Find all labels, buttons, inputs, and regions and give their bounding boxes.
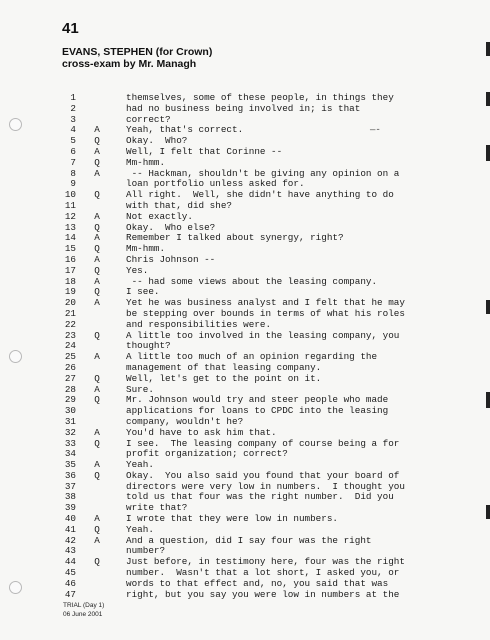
line-text: Yeah, that's correct.	[126, 124, 244, 136]
speaker-marker: A	[94, 210, 100, 222]
binder-hole	[9, 350, 22, 363]
transcript-lines	[58, 93, 478, 600]
witness-name: EVANS, STEPHEN (for Crown)	[62, 46, 213, 58]
line-number: 23	[64, 329, 76, 341]
line-text: A little too much of an opinion regarding the	[126, 351, 378, 363]
page-number: 41	[62, 20, 79, 37]
speaker-marker: Q	[94, 556, 100, 568]
line-number: 38	[64, 491, 76, 503]
line-text: number?	[126, 545, 166, 557]
line-number: 33	[64, 437, 76, 449]
speaker-marker: Q	[94, 243, 100, 255]
speaker-marker: A	[94, 167, 100, 179]
line-text: themselves, some of these people, in things they	[126, 92, 394, 103]
transcript-line	[58, 320, 478, 331]
transcript-line	[58, 374, 478, 385]
line-number: 47	[64, 588, 76, 600]
transcript-line	[58, 104, 478, 115]
line-text: Remember I talked about synergy, right?	[126, 232, 344, 244]
line-text: Well, I felt that Corinne --	[126, 145, 283, 157]
speaker-marker: A	[94, 383, 100, 395]
line-number: 19	[64, 286, 76, 298]
speaker-marker: A	[94, 513, 100, 525]
line-text: All right. Well, she didn't have anything to do	[126, 189, 394, 201]
line-text: Mr. Johnson would try and steer people who made	[126, 394, 389, 406]
line-number: 35	[64, 459, 76, 471]
line-text: Chris Johnson --	[126, 253, 216, 265]
line-text: I see. The leasing company of course being a for	[126, 437, 400, 449]
line-text: Okay. Who?	[126, 135, 188, 147]
line-number: 20	[64, 297, 76, 309]
speaker-marker: Q	[94, 135, 100, 147]
line-text: Well, let's get to the point on it.	[126, 372, 322, 384]
transcript-line	[58, 590, 478, 601]
line-number: 24	[64, 340, 76, 352]
speaker-marker: A	[94, 351, 100, 363]
line-text: correct?	[126, 113, 171, 125]
transcript-line	[58, 492, 478, 503]
line-number: 7	[70, 156, 76, 168]
transcript-line	[58, 331, 478, 342]
speaker-marker: A	[94, 232, 100, 244]
line-text: I wrote that they were low in numbers.	[126, 513, 339, 525]
line-number: 6	[70, 145, 76, 157]
line-text: Yes.	[126, 264, 149, 276]
line-number: 29	[64, 394, 76, 406]
line-number: 31	[64, 415, 76, 427]
speaker-marker: Q	[94, 372, 100, 384]
speaker-marker: A	[94, 534, 100, 546]
examination-type: cross-exam by Mr. Managh	[62, 58, 197, 70]
speaker-marker: A	[94, 253, 100, 265]
transcript-line	[58, 147, 478, 158]
line-text: Sure.	[126, 383, 154, 395]
line-text: Okay. You also said you found that your board of	[126, 469, 400, 481]
line-number: 43	[64, 545, 76, 557]
transcript-line	[58, 125, 478, 136]
line-text: words to that effect and, no, you said that was	[126, 577, 389, 589]
footer-date: 06 June 2001	[63, 611, 103, 618]
line-text: Yet he was business analyst and I felt that he may	[126, 297, 405, 309]
speaker-marker: Q	[94, 156, 100, 168]
transcript-line	[58, 277, 478, 288]
line-number: 21	[64, 307, 76, 319]
line-text: Mm-hmm.	[126, 243, 166, 255]
line-text: applications for loans to CPDC into the leasing	[126, 405, 389, 417]
line-number: 13	[64, 221, 76, 233]
transcript-line	[58, 406, 478, 417]
line-number: 2	[70, 102, 76, 114]
line-number: 36	[64, 469, 76, 481]
line-text: Mm-hmm.	[126, 156, 166, 168]
line-number: 40	[64, 513, 76, 525]
speaker-marker: A	[94, 145, 100, 157]
speaker-marker: Q	[94, 286, 100, 298]
line-text: directors were very low in numbers. I thought you	[126, 480, 405, 492]
line-number: 10	[64, 189, 76, 201]
line-text: number. Wasn't that a lot short, I asked you, or	[126, 567, 400, 579]
transcript-line	[58, 536, 478, 547]
line-text: I see.	[126, 286, 160, 298]
line-number: 37	[64, 480, 76, 492]
line-text: right, but you say you were low in numbers at the	[126, 588, 400, 600]
line-text: profit organization; correct?	[126, 448, 288, 460]
line-number: 39	[64, 502, 76, 514]
transcript-line	[58, 428, 478, 439]
line-number: 11	[64, 199, 76, 211]
edge-mark	[486, 392, 490, 408]
edge-mark	[486, 145, 490, 161]
edge-mark	[486, 505, 490, 519]
transcript-line	[58, 115, 478, 126]
line-text: loan portfolio unless asked for.	[126, 178, 305, 190]
line-number: 34	[64, 448, 76, 460]
line-number: 8	[70, 167, 76, 179]
line-text: and responsibilities were.	[126, 318, 272, 330]
margin-mark: —-	[370, 125, 381, 135]
speaker-marker: Q	[94, 189, 100, 201]
transcript-line	[58, 449, 478, 460]
edge-mark	[486, 42, 490, 56]
line-number: 1	[70, 92, 76, 103]
line-text: management of that leasing company.	[126, 361, 322, 373]
transcript-line	[58, 201, 478, 212]
line-number: 22	[64, 318, 76, 330]
speaker-marker: A	[94, 426, 100, 438]
line-number: 27	[64, 372, 76, 384]
line-number: 9	[70, 178, 76, 190]
line-text: Okay. Who else?	[126, 221, 216, 233]
line-text: And a question, did I say four was the right	[126, 534, 372, 546]
transcript-line	[58, 514, 478, 525]
speaker-marker: Q	[94, 221, 100, 233]
speaker-marker: Q	[94, 394, 100, 406]
line-number: 28	[64, 383, 76, 395]
speaker-marker: A	[94, 297, 100, 309]
line-number: 17	[64, 264, 76, 276]
binder-hole	[9, 118, 22, 131]
transcript-line	[58, 158, 478, 169]
speaker-marker: Q	[94, 437, 100, 449]
speaker-marker: A	[94, 275, 100, 287]
speaker-marker: A	[94, 124, 100, 136]
transcript-line	[58, 244, 478, 255]
line-text: Yeah.	[126, 523, 154, 535]
line-text: Yeah.	[126, 459, 154, 471]
line-number: 18	[64, 275, 76, 287]
transcript-line	[58, 212, 478, 223]
line-number: 15	[64, 243, 76, 255]
edge-mark	[486, 92, 490, 106]
line-number: 26	[64, 361, 76, 373]
line-text: -- had some views about the leasing company.	[126, 275, 378, 287]
line-text: had no business being involved in; is that	[126, 102, 361, 114]
line-text: be stepping over bounds in terms of what his roles	[126, 307, 405, 319]
line-text: company, wouldn't he?	[126, 415, 244, 427]
line-text: Not exactly.	[126, 210, 193, 222]
speaker-marker: Q	[94, 329, 100, 341]
binder-hole	[9, 581, 22, 594]
line-number: 30	[64, 405, 76, 417]
line-text: -- Hackman, shouldn't be giving any opinion on a	[126, 167, 400, 179]
line-number: 46	[64, 577, 76, 589]
transcript-line	[58, 190, 478, 201]
line-text: thought?	[126, 340, 171, 352]
line-number: 45	[64, 567, 76, 579]
transcript-line	[58, 266, 478, 277]
line-number: 44	[64, 556, 76, 568]
line-number: 4	[70, 124, 76, 136]
line-number: 25	[64, 351, 76, 363]
line-text: with that, did she?	[126, 199, 233, 211]
line-number: 16	[64, 253, 76, 265]
speaker-marker: Q	[94, 264, 100, 276]
speaker-marker: Q	[94, 469, 100, 481]
line-number: 14	[64, 232, 76, 244]
line-text: write that?	[126, 502, 188, 514]
line-number: 3	[70, 113, 76, 125]
line-text: A little too involved in the leasing company, you	[126, 329, 400, 341]
speaker-marker: A	[94, 459, 100, 471]
line-text: told us that four was the right number. Did you	[126, 491, 394, 503]
footer-trial-day: TRIAL (Day 1)	[63, 602, 105, 609]
transcript-line	[58, 233, 478, 244]
line-number: 41	[64, 523, 76, 535]
line-number: 32	[64, 426, 76, 438]
line-text: You'd have to ask him that.	[126, 426, 277, 438]
edge-mark	[486, 300, 490, 314]
line-number: 42	[64, 534, 76, 546]
speaker-marker: Q	[94, 523, 100, 535]
line-number: 5	[70, 135, 76, 147]
transcript-line	[58, 255, 478, 266]
line-text: Just before, in testimony here, four was the right	[126, 556, 405, 568]
line-number: 12	[64, 210, 76, 222]
